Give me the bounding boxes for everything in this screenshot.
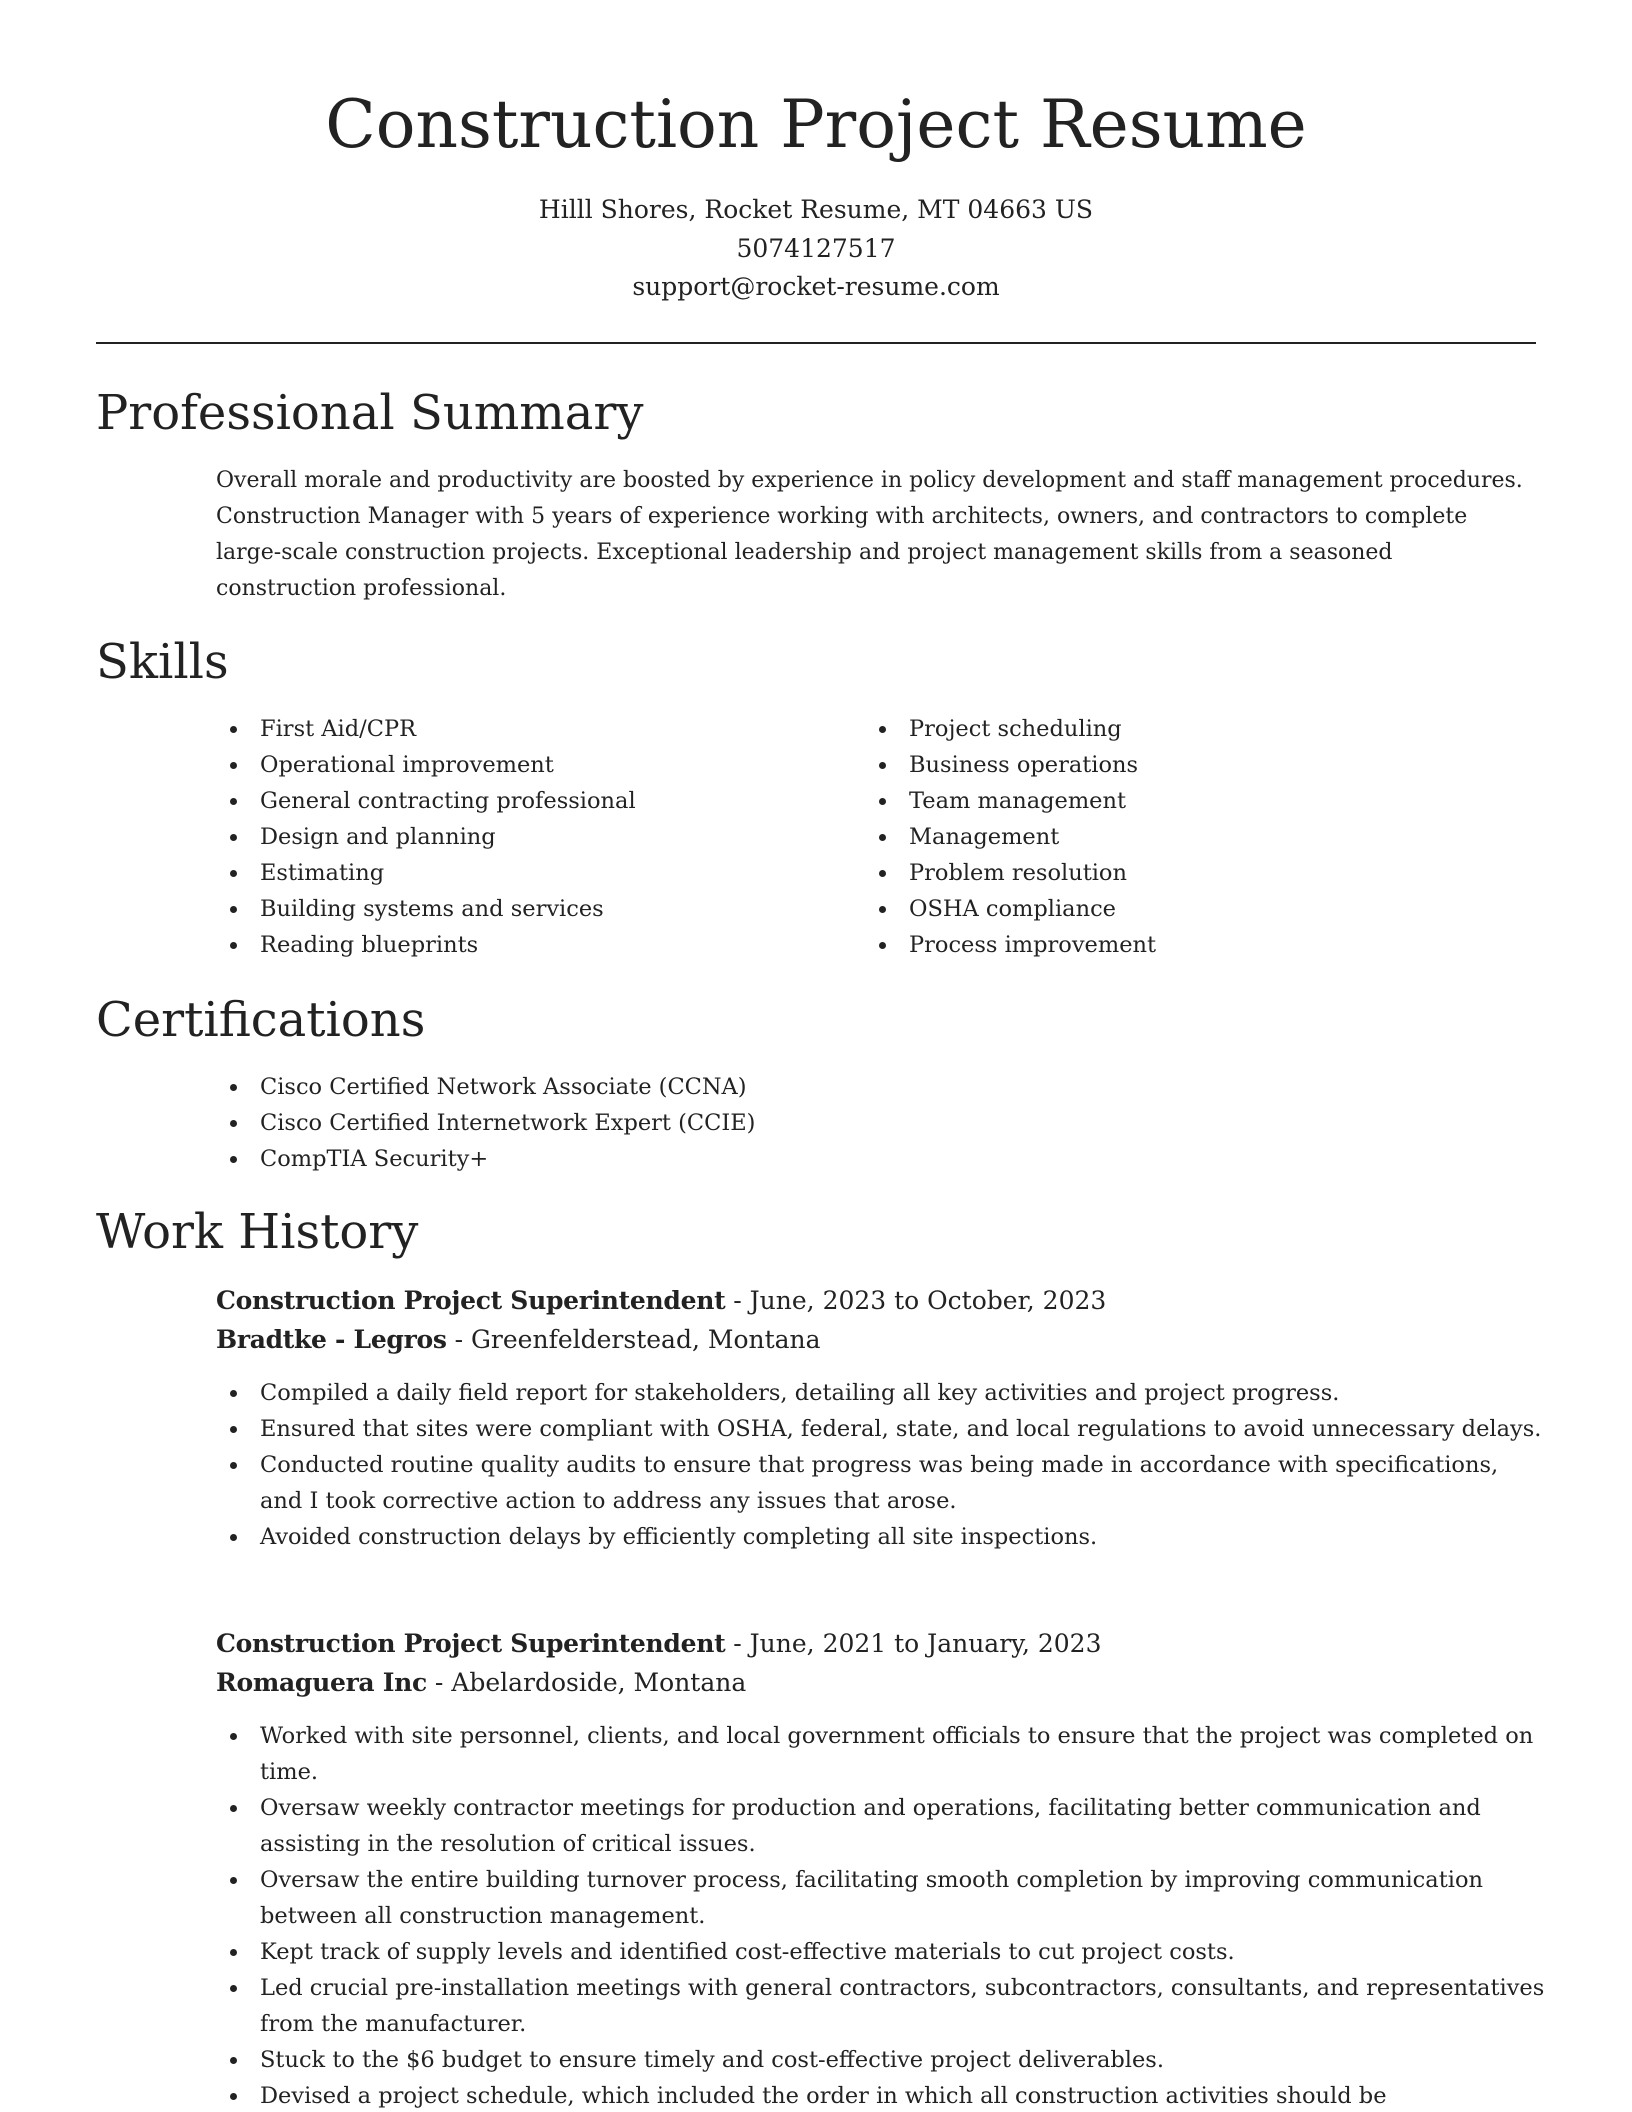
skill-item: Management [865, 819, 1465, 855]
job-title-line [216, 1624, 1101, 1663]
skill-item: Operational improvement [216, 747, 816, 783]
header-divider [96, 342, 1536, 344]
skills-list-left [216, 711, 816, 963]
contact-block [0, 191, 1632, 307]
job-dates: - June, 2021 to January, 2023 [725, 1629, 1102, 1658]
skill-item: Estimating [216, 855, 816, 891]
job-bullet: Kept track of supply levels and identified cost-effective materials to cut project costs. [216, 1934, 1546, 1970]
job-bullet: Compiled a daily field report for stakeholders, detailing all key activities and project progress. [216, 1375, 1546, 1411]
job-company-line [216, 1320, 821, 1359]
certifications-heading: Certifications [96, 992, 426, 1048]
skill-item: Project scheduling [865, 711, 1465, 747]
skill-item: OSHA compliance [865, 891, 1465, 927]
skills-heading: Skills [96, 634, 229, 690]
resume-title: Construction Project Resume [325, 86, 1307, 163]
certifications-list [216, 1069, 1536, 1177]
job-role: Construction Project Superintendent [216, 1286, 726, 1315]
job-bullet: Oversaw weekly contractor meetings for production and operations, facilitating better communication and assisting in the resolution of critical issues. [216, 1790, 1546, 1862]
job-bullet: Ensured that sites were compliant with OSHA, federal, state, and local regulations to avoid unnecessary delays. [216, 1411, 1546, 1447]
skill-item: Problem resolution [865, 855, 1465, 891]
job-bullet: Oversaw the entire building turnover process, facilitating smooth completion by improving communication between all construction management. [216, 1862, 1546, 1934]
job-location: - Greenfelderstead, Montana [446, 1325, 821, 1354]
skill-item: Design and planning [216, 819, 816, 855]
summary-heading: Professional Summary [96, 385, 644, 441]
job-company: Bradtke - Legros [216, 1325, 447, 1354]
skill-item: Building systems and services [216, 891, 816, 927]
job-location: - Abelardoside, Montana [426, 1668, 747, 1697]
job-bullet: Worked with site personnel, clients, and local government officials to ensure that the project was completed on time. [216, 1718, 1546, 1790]
skill-item: Team management [865, 783, 1465, 819]
job-company-line [216, 1663, 746, 1702]
job-company: Romaguera Inc [216, 1668, 427, 1697]
contact-phone: 5074127517 [736, 233, 896, 263]
skill-item: First Aid/CPR [216, 711, 816, 747]
contact-address: Hilll Shores, Rocket Resume, MT 04663 US [538, 195, 1094, 224]
skill-item: General contracting professional [216, 783, 816, 819]
work-history-heading: Work History [96, 1204, 419, 1260]
skill-item: Process improvement [865, 927, 1465, 963]
skill-item: Business operations [865, 747, 1465, 783]
job-bullet: Conducted routine quality audits to ensure that progress was being made in accordance with specifications, and I took corrective action to address any issues that arose. [216, 1447, 1546, 1519]
skills-list-right [865, 711, 1465, 963]
certification-item: CompTIA Security+ [216, 1141, 1536, 1177]
certification-item: Cisco Certified Internetwork Expert (CCIE) [216, 1105, 1536, 1141]
job-role: Construction Project Superintendent [216, 1629, 726, 1658]
certification-item: Cisco Certified Network Associate (CCNA) [216, 1069, 1536, 1105]
job-bullets [216, 1375, 1546, 1555]
job-bullets [216, 1718, 1546, 2112]
contact-email: support@rocket-resume.com [632, 272, 1000, 301]
job-dates: - June, 2023 to October, 2023 [725, 1286, 1107, 1315]
skill-item: Reading blueprints [216, 927, 816, 963]
job-bullet: Devised a project schedule, which included the order in which all construction activities should be [216, 2078, 1546, 2112]
summary-text: Overall morale and productivity are boosted by experience in policy development and staff management procedures. Construction Manager with 5 years of experience working with architects, owners, and contractors to complete large-scale construction projects. Exceptional leadership and project management skills from a seasoned construction professional. [216, 468, 1523, 601]
job-bullet: Stuck to the $6 budget to ensure timely and cost-effective project deliverables. [216, 2042, 1546, 2078]
job-title-line [216, 1281, 1106, 1320]
job-bullet: Led crucial pre-installation meetings with general contractors, subcontractors, consultants, and representatives from the manufacturer. [216, 1970, 1546, 2042]
job-bullet: Avoided construction delays by efficiently completing all site inspections. [216, 1519, 1546, 1555]
